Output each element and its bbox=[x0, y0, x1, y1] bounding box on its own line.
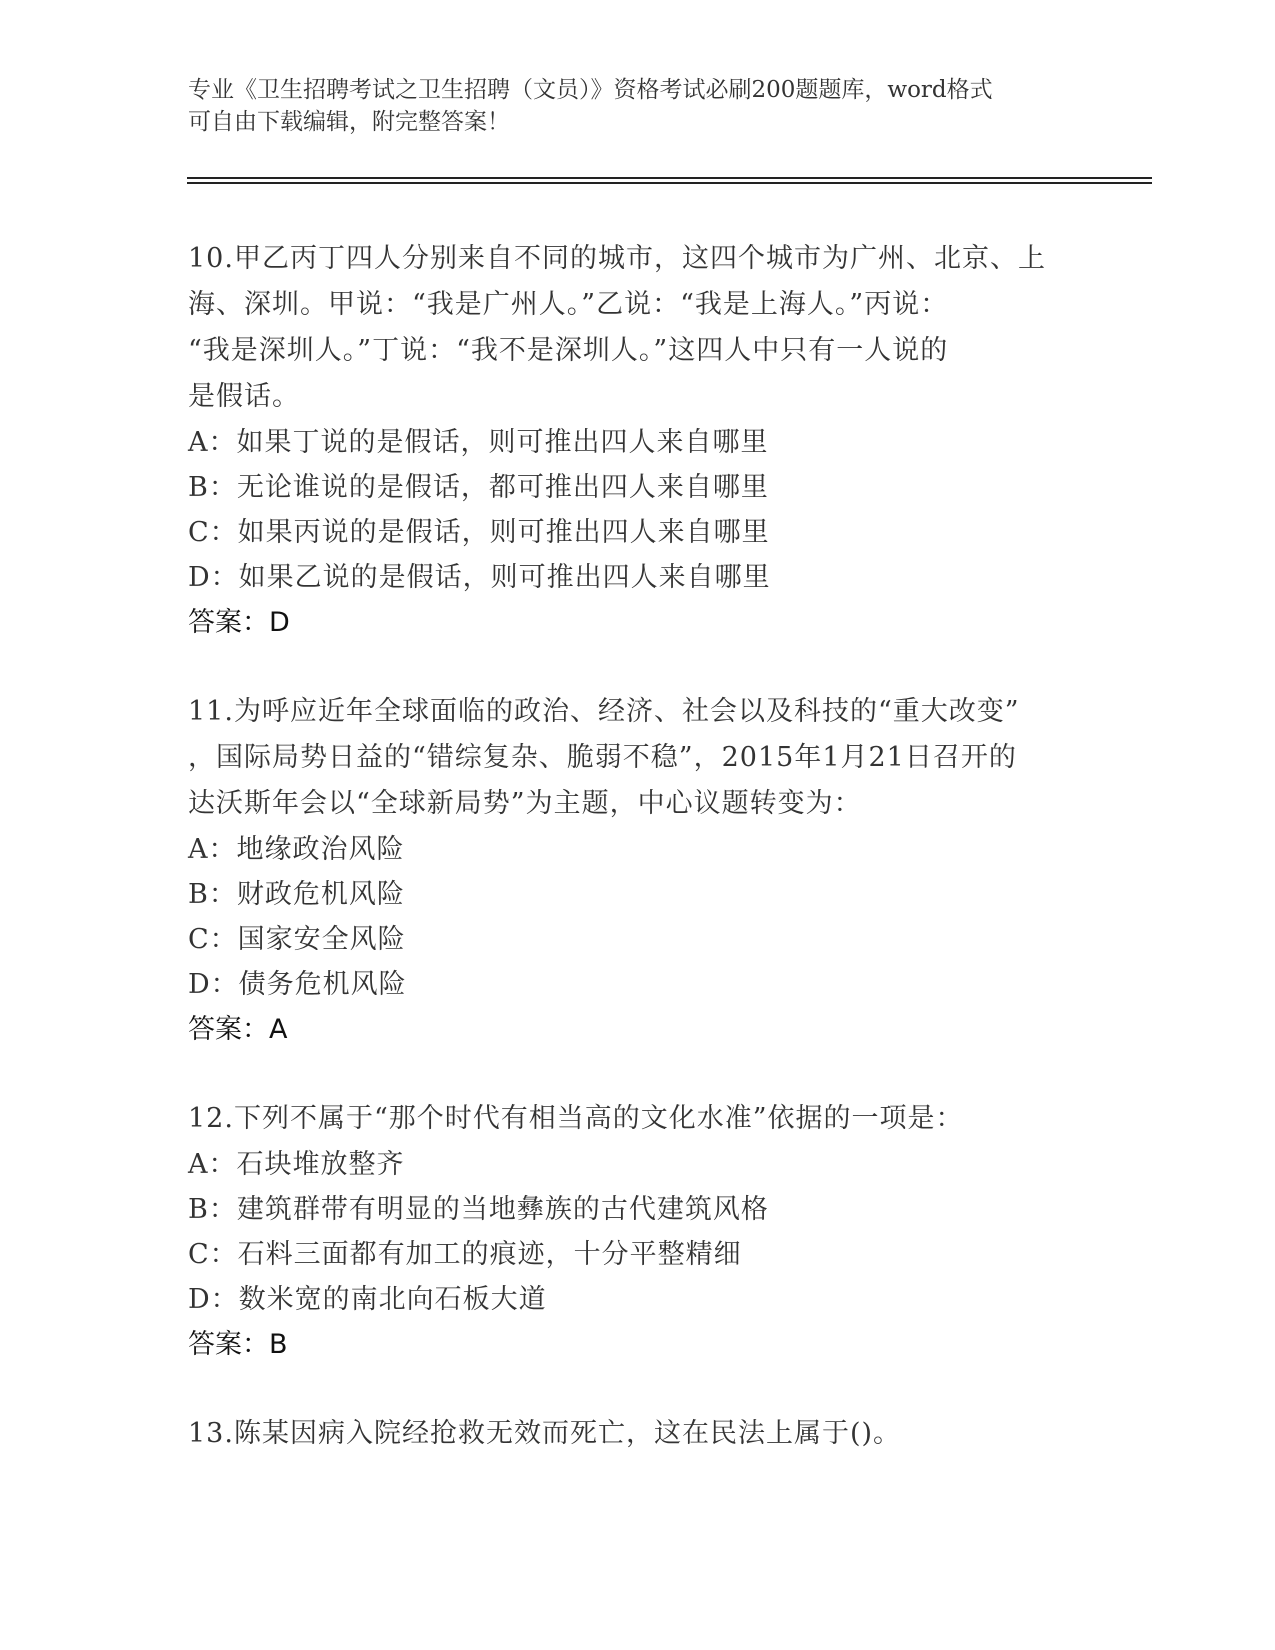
question-text: “我是深圳人。”丁说：“我不是深圳人。”这四人中只有一人说的 bbox=[188, 335, 949, 366]
question-text: 10.甲乙丙丁四人分别来自不同的城市，这四个城市为广州、北京、上 bbox=[188, 243, 1046, 274]
option-d: D：数米宽的南北向石板大道 bbox=[188, 1284, 547, 1315]
header-line: 专业《卫生招聘考试之卫生招聘（文员）》资格考试必刷200题题库，word格式 bbox=[188, 77, 993, 103]
option-b: B：无论谁说的是假话，都可推出四人来自哪里 bbox=[188, 472, 769, 503]
option-a: A：石块堆放整齐 bbox=[188, 1149, 405, 1180]
question-text: 是假话。 bbox=[188, 381, 300, 412]
question-11 bbox=[188, 689, 1088, 1052]
question-list bbox=[188, 236, 1088, 1501]
question-10 bbox=[188, 236, 1088, 645]
header-divider bbox=[187, 182, 1152, 184]
header-divider bbox=[187, 177, 1152, 179]
question-text: 11.为呼应近年全球面临的政治、经济、社会以及科技的“重大改变” bbox=[188, 696, 1020, 727]
document-header bbox=[188, 74, 1088, 138]
question-12 bbox=[188, 1096, 1088, 1367]
answer: 答案：B bbox=[188, 1329, 288, 1360]
question-text: ，国际局势日益的“错综复杂、脆弱不稳”，2015年1月21日召开的 bbox=[188, 742, 1017, 773]
question-text: 达沃斯年会以“全球新局势”为主题，中心议题转变为： bbox=[188, 788, 862, 819]
option-b: B：财政危机风险 bbox=[188, 879, 405, 910]
option-d: D：如果乙说的是假话，则可推出四人来自哪里 bbox=[188, 562, 771, 593]
option-b: B：建筑群带有明显的当地彝族的古代建筑风格 bbox=[188, 1194, 769, 1225]
option-d: D：债务危机风险 bbox=[188, 969, 407, 1000]
answer: 答案：A bbox=[188, 1014, 288, 1045]
header-line: 可自由下载编辑，附完整答案！ bbox=[188, 109, 510, 135]
option-c: C：国家安全风险 bbox=[188, 924, 406, 955]
option-c: C：石料三面都有加工的痕迹，十分平整精细 bbox=[188, 1239, 742, 1270]
answer: 答案：D bbox=[188, 607, 290, 638]
option-a: A：地缘政治风险 bbox=[188, 834, 405, 865]
option-a: A：如果丁说的是假话，则可推出四人来自哪里 bbox=[188, 427, 769, 458]
question-text: 海、深圳。甲说：“我是广州人。”乙说：“我是上海人。”丙说： bbox=[188, 289, 949, 320]
option-c: C：如果丙说的是假话，则可推出四人来自哪里 bbox=[188, 517, 770, 548]
question-text: 13.陈某因病入院经抢救无效而死亡，这在民法上属于()。 bbox=[188, 1418, 902, 1449]
question-text: 12.下列不属于“那个时代有相当高的文化水准”依据的一项是： bbox=[188, 1103, 964, 1134]
question-13 bbox=[188, 1411, 1088, 1457]
